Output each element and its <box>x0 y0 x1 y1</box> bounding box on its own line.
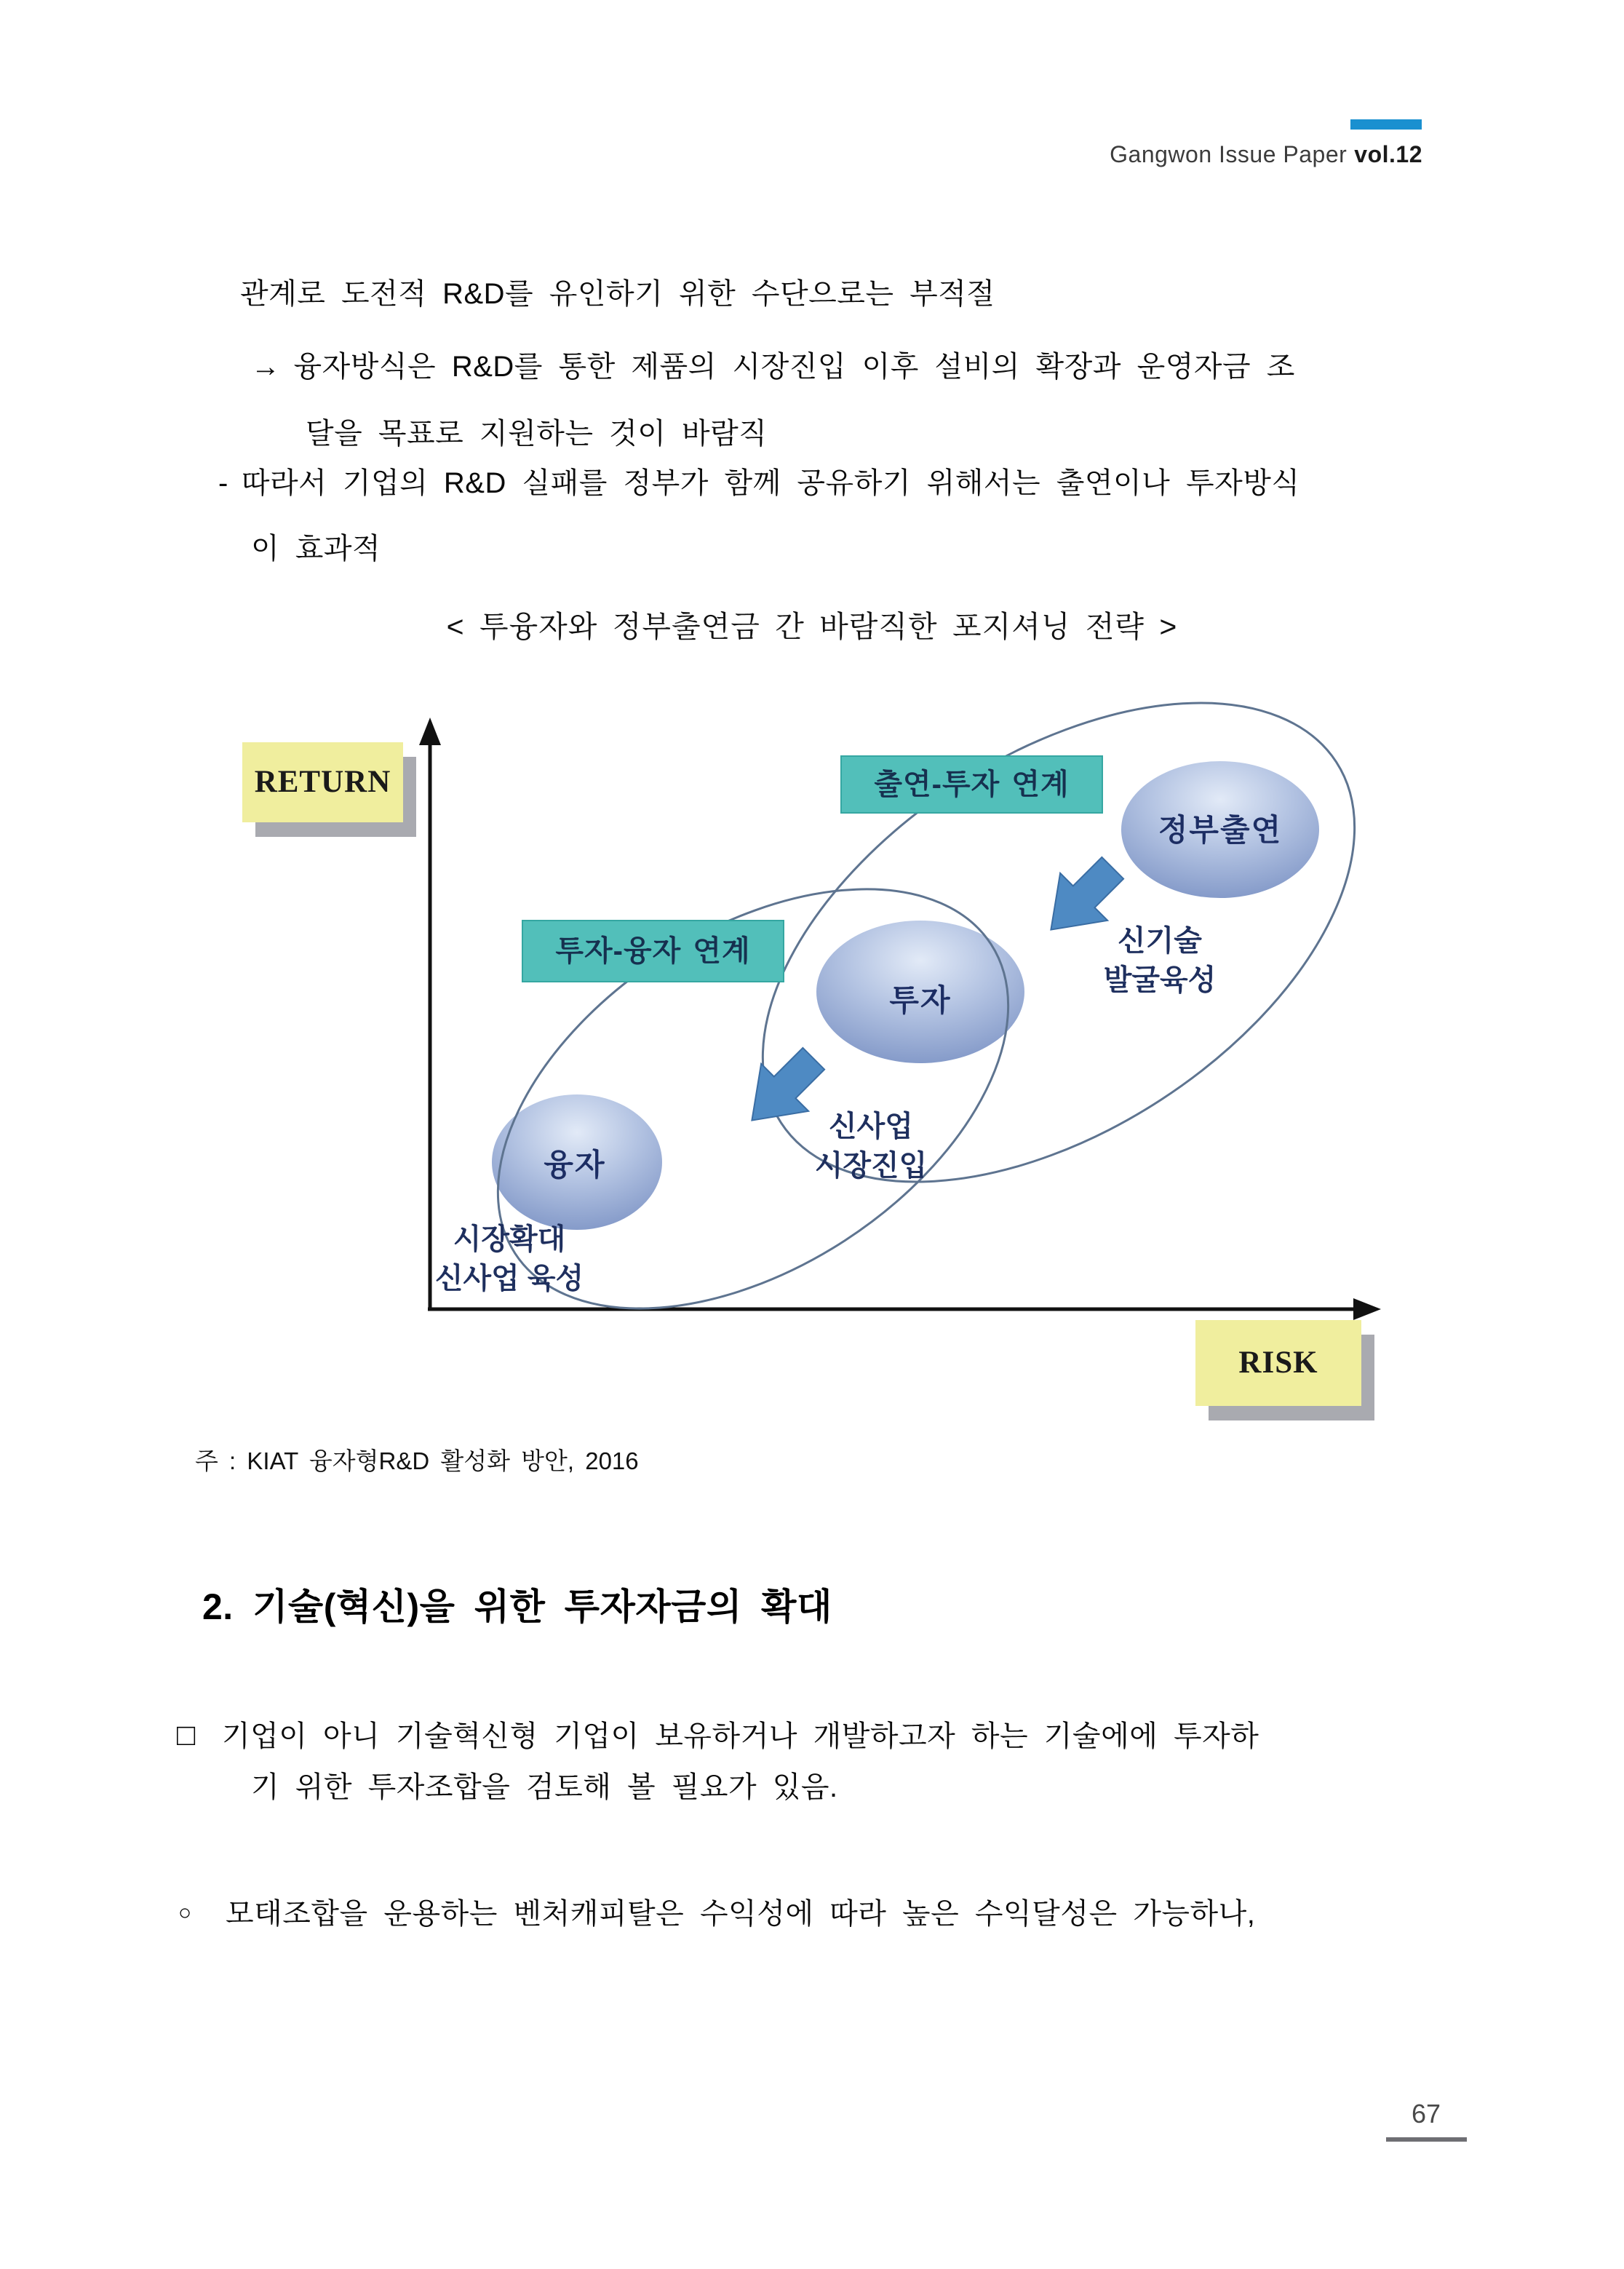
link-box-funding-investment: 출연-투자 연계 <box>840 755 1103 814</box>
section-p1-line1: 기업이 아니 기술혁신형 기업이 보유하거나 개발하고자 하는 기술에에 투자하 <box>222 1720 1259 1752</box>
x-axis-label-box: RISK <box>1195 1320 1361 1406</box>
intro-line-1: 관계로 도전적 R&D를 유인하기 위한 수단으로는 부적절 <box>240 278 995 310</box>
label-new-technology-line2: 발굴육성 <box>1103 964 1217 996</box>
x-axis-arrowhead-icon <box>1353 1298 1381 1320</box>
y-axis-label-box: RETURN <box>242 742 403 822</box>
figure-source-note: 주 : KIAT 융자형R&D 활성화 방안, 2016 <box>195 1447 639 1474</box>
label-new-business-entry-line1: 신사업 <box>829 1110 913 1143</box>
label-new-technology-line1: 신기술 <box>1118 925 1202 957</box>
dash-marker: - <box>218 467 228 499</box>
label-market-expansion <box>435 1220 584 1298</box>
section-p2-line1: 모태조합을 운용하는 벤처캐피탈은 수익성에 따라 높은 수익달성은 가능하나, <box>226 1898 1256 1930</box>
circle-bullet-icon: ○ <box>178 1901 192 1925</box>
label-new-technology <box>1104 921 1217 1000</box>
page-number: 67 <box>1411 2099 1441 2129</box>
ellipse-outline-investment-funding <box>679 605 1438 1280</box>
label-new-business-entry-line2: 시장진입 <box>814 1150 928 1182</box>
y-axis-arrowhead-icon <box>419 718 441 745</box>
sphere-label-investment: 투자 <box>889 983 952 1017</box>
label-new-business-entry <box>815 1107 928 1185</box>
intro-line-5: 이 효과적 <box>251 533 381 565</box>
section-p1-line2: 기 위한 투자조합을 검토해 볼 필요가 있음. <box>251 1771 838 1803</box>
square-bullet-icon: □ <box>177 1717 196 1752</box>
header-volume: vol.12 <box>1354 141 1422 167</box>
intro-line-4-text: 따라서 기업의 R&D 실패를 정부가 함께 공유하기 위해서는 출연이나 투자방식 <box>241 467 1300 499</box>
link-box-investment-loan: 투자-융자 연계 <box>522 920 784 982</box>
page-number-rule <box>1386 2137 1467 2142</box>
arrow-marker: → <box>251 351 281 383</box>
figure-title: < 투융자와 정부출연금 간 바람직한 포지셔닝 전략 > <box>446 610 1178 643</box>
label-market-expansion-line2: 신사업 육성 <box>434 1263 584 1295</box>
intro-line-2-text: 융자방식은 R&D를 통한 제품의 시장진입 이후 설비의 확장과 운영자금 조 <box>293 351 1295 383</box>
header-title-text: Gangwon Issue Paper <box>1110 141 1348 167</box>
label-market-expansion-line1: 시장확대 <box>453 1223 566 1255</box>
section-heading: 2. 기술(혁신)을 위한 투자자금의 확대 <box>202 1586 832 1627</box>
sphere-label-loan: 융자 <box>544 1148 606 1182</box>
ellipse-outline-loan-investment <box>423 803 1083 1395</box>
intro-line-3: 달을 목표로 지원하는 것이 바람직 <box>306 418 768 450</box>
sphere-label-government-funding: 정부출연 <box>1158 813 1283 847</box>
